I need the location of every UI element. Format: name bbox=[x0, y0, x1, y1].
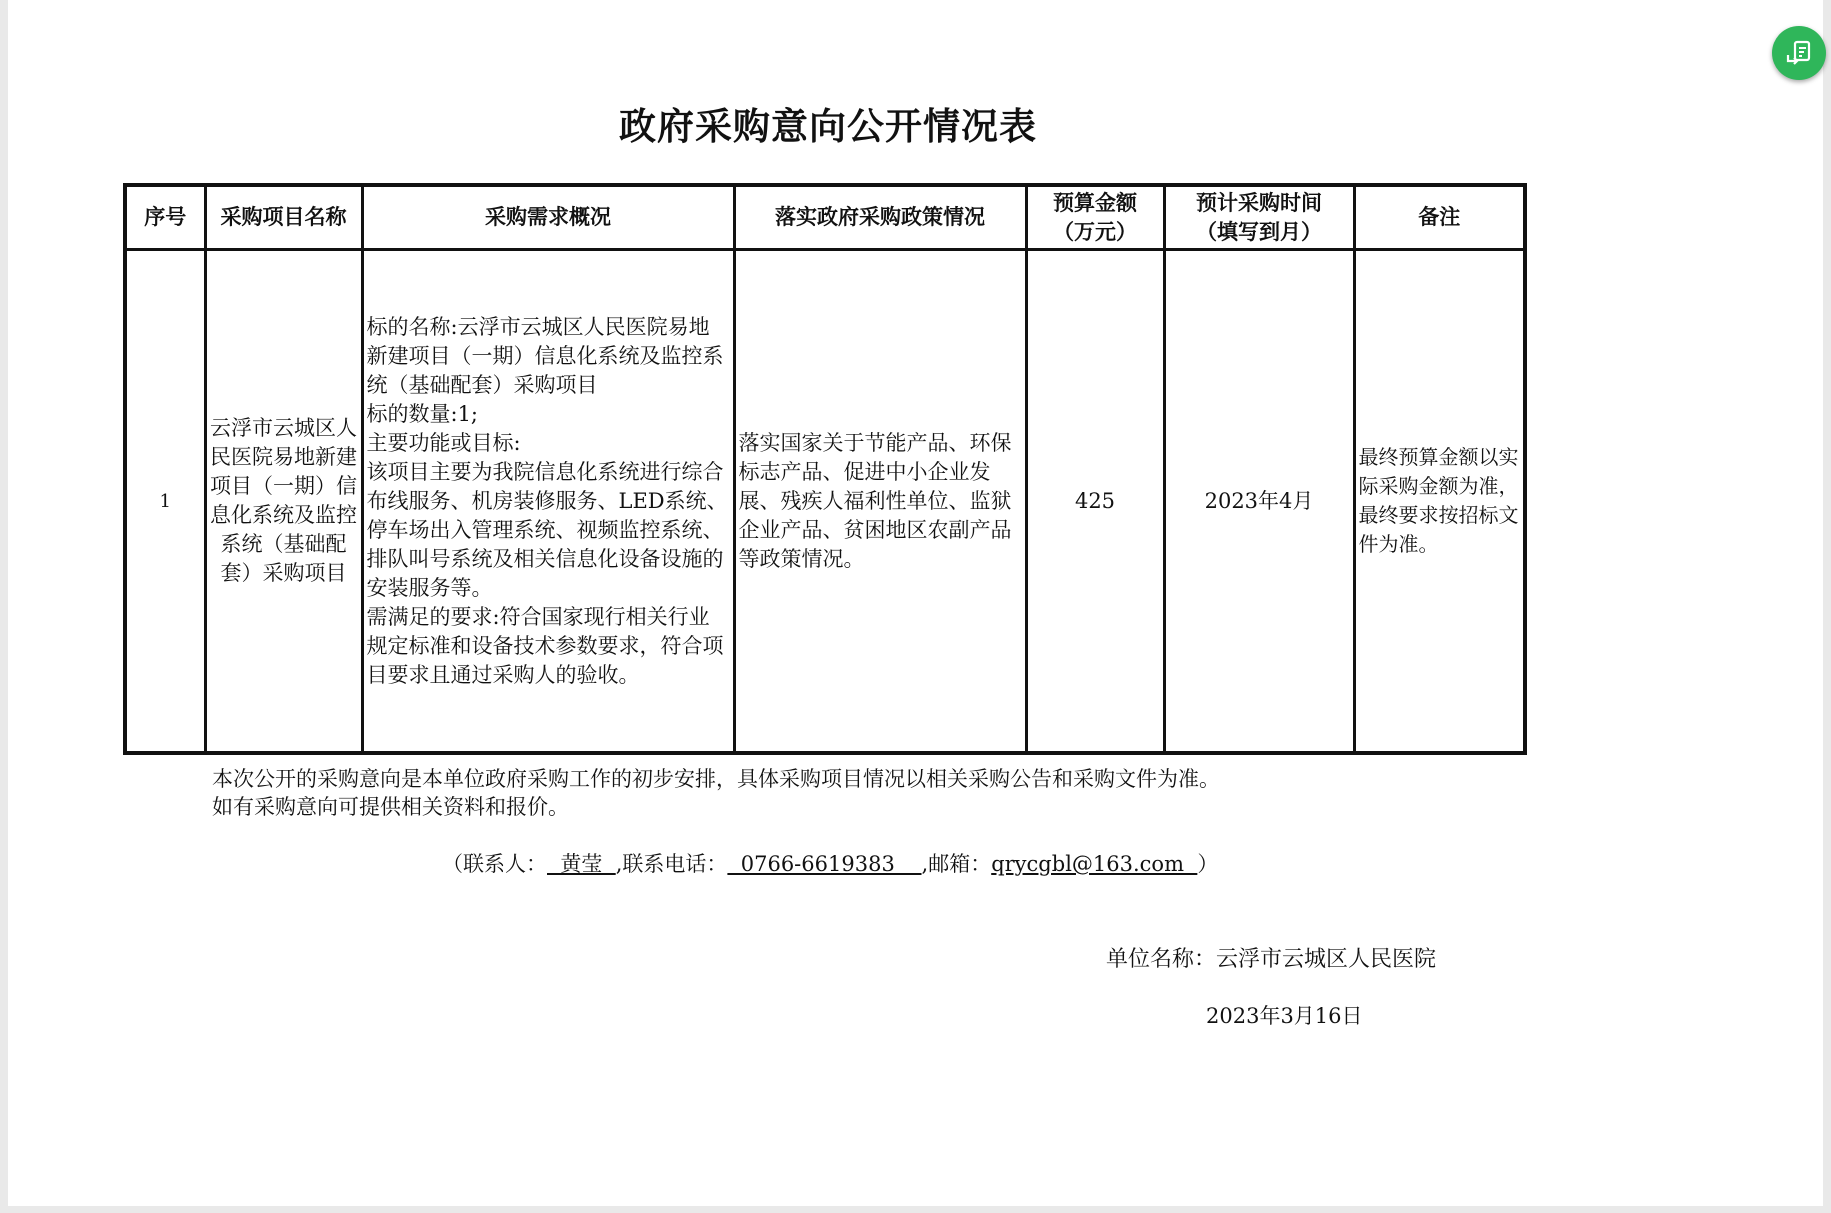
header-name: 采购项目名称 bbox=[205, 185, 362, 250]
document-date: 2023年3月16日 bbox=[1206, 1004, 1363, 1028]
header-seq: 序号 bbox=[125, 185, 205, 250]
cell-name bbox=[205, 250, 362, 754]
cell-seq: 1 bbox=[125, 250, 205, 754]
header-remark: 备注 bbox=[1354, 185, 1525, 250]
header-time bbox=[1164, 185, 1354, 250]
cell-overview bbox=[362, 250, 734, 754]
cell-policy bbox=[734, 250, 1026, 754]
header-budget-line1: 预算金额 bbox=[1053, 190, 1137, 215]
contact-phone-label: ,联系电话： bbox=[615, 852, 728, 876]
header-policy: 落实政府采购政策情况 bbox=[734, 185, 1026, 250]
header-budget-line2: （万元） bbox=[1053, 219, 1137, 244]
cell-name-text: 云浮市云城区人民医院易地新建项目（一期）信息化系统及监控系统（基础配套）采购项目 bbox=[210, 416, 357, 585]
contact-line bbox=[442, 848, 1218, 878]
contact-prefix: （联系人： bbox=[442, 852, 547, 876]
contact-email: qrycgbl@163.com bbox=[991, 852, 1198, 876]
footnote bbox=[212, 765, 1220, 821]
contact-suffix: ） bbox=[1197, 852, 1219, 876]
header-overview: 采购需求概况 bbox=[362, 185, 734, 250]
table-row bbox=[125, 250, 1525, 754]
footnote-line-2: 如有采购意向可提供相关资料和报价。 bbox=[212, 795, 569, 819]
overview-line-3: 主要功能或目标: bbox=[366, 430, 521, 455]
page-title: 政府采购意向公开情况表 bbox=[619, 105, 1037, 148]
footnote-line-1: 本次公开的采购意向是本单位政府采购工作的初步安排，具体采购项目情况以相关采购公告和采购文件为准。 bbox=[212, 767, 1220, 791]
procurement-table bbox=[123, 183, 1527, 755]
cell-policy-text: 落实国家关于节能产品、环保标志产品、促进中小企业发展、残疾人福利性单位、监狱企业产品、贫困地区农副产品等政策情况。 bbox=[738, 430, 1012, 571]
overview-line-1: 标的名称:云浮市云城区人民医院易地新建项目（一期）信息化系统及监控系统（基础配套）采购项目 bbox=[366, 314, 724, 397]
contact-email-label: ,邮箱： bbox=[921, 852, 992, 876]
overview-line-2: 标的数量:1; bbox=[366, 401, 479, 426]
cell-remark bbox=[1354, 250, 1525, 754]
document-convert-icon bbox=[1786, 40, 1812, 66]
header-time-line2: （填写到月） bbox=[1196, 219, 1322, 244]
table-header-row bbox=[125, 185, 1525, 250]
contact-phone: 0766-6619383 bbox=[727, 852, 922, 876]
cell-remark-text: 最终预算金额以实际采购金额为准，最终要求按招标文件为准。 bbox=[1358, 445, 1519, 556]
unit-name: 单位名称：云浮市云城区人民医院 bbox=[1106, 947, 1437, 972]
overview-line-5: 需满足的要求:符合国家现行相关行业规定标准和设备技术参数要求，符合项目要求且通过采购人的验收。 bbox=[366, 604, 724, 687]
header-budget bbox=[1026, 185, 1164, 250]
cell-budget: 425 bbox=[1026, 250, 1164, 754]
contact-person: 黄莹 bbox=[547, 852, 616, 876]
header-time-line1: 预计采购时间 bbox=[1196, 190, 1322, 215]
cell-time: 2023年4月 bbox=[1164, 250, 1354, 754]
convert-document-button[interactable] bbox=[1772, 26, 1826, 80]
overview-line-4: 该项目主要为我院信息化系统进行综合布线服务、机房装修服务、LED系统、停车场出入管理系统、视频监控系统、排队叫号系统及相关信息化设备设施的安装服务等。 bbox=[366, 459, 728, 600]
document-page bbox=[8, 0, 1823, 1206]
